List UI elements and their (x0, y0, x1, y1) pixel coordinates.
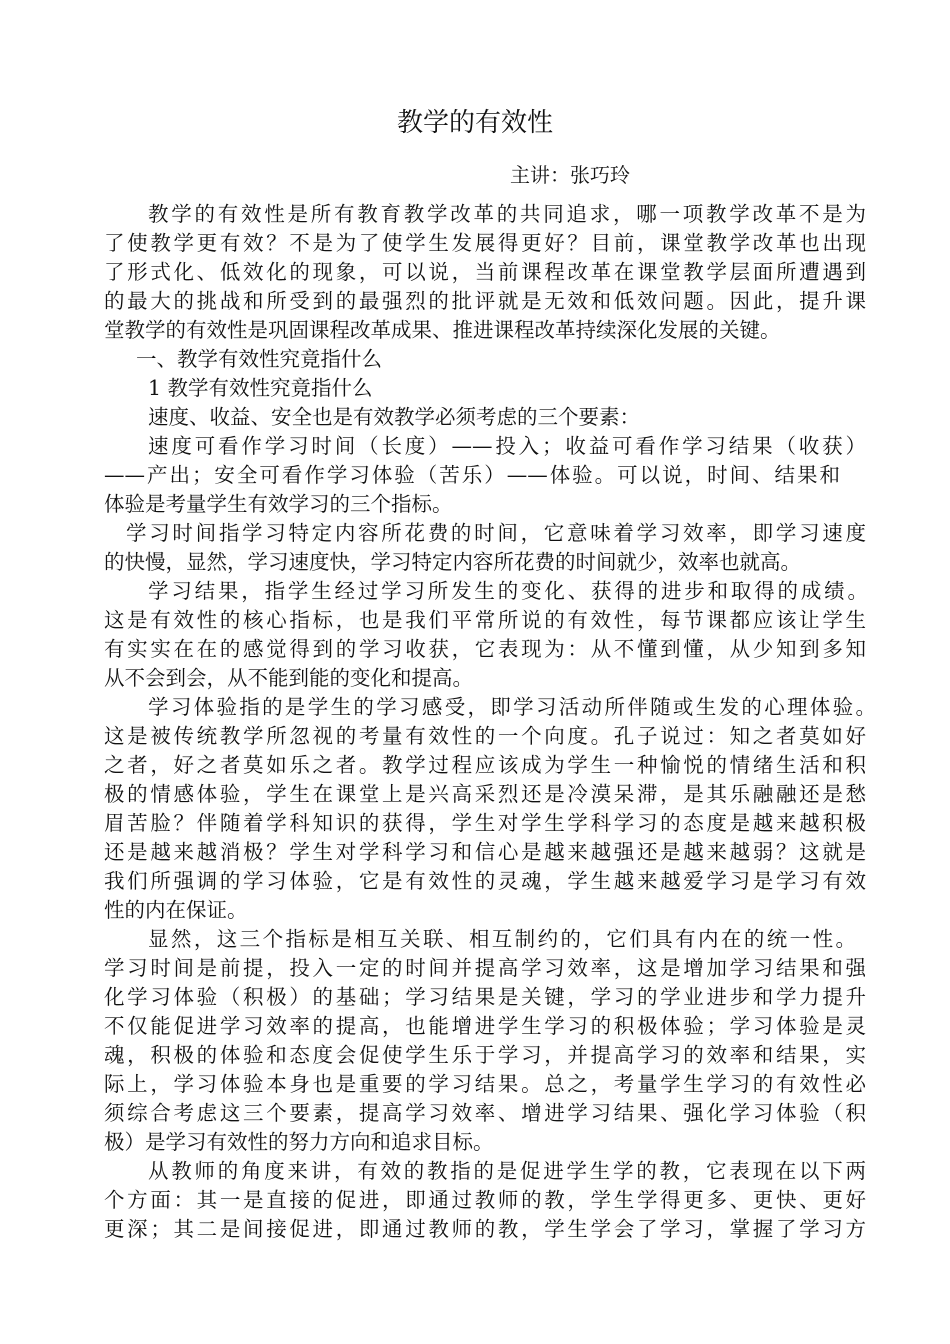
paragraph-line: 堂教学的有效性是巩固课程改革成果、推进课程改革持续深化发展的关键。 (104, 318, 781, 342)
paragraph-line: 学习时间是前提，投入一定的时间并提高学习效率，这是增加学习结果和强 (104, 956, 866, 980)
paragraph-line: 际上，学习体验本身也是重要的学习结果。总之，考量学生学习的有效性必 (104, 1072, 866, 1096)
paragraph-line: 极）是学习有效性的努力方向和追求目标。 (104, 1130, 494, 1154)
paragraph-line: 教学的有效性是所有教育教学改革的共同追求，哪一项教学改革不是为 (148, 202, 866, 226)
paragraph-line: 这是被传统教学所忽视的考量有效性的一个向度。孔子说过：知之者莫如好 (104, 724, 866, 748)
paragraph-line: 体验是考量学生有效学习的三个指标。 (104, 492, 453, 516)
paragraph-line: 极的情感体验，学生在课堂上是兴高采烈还是冷漠呆滞，是其乐融融还是愁 (104, 782, 866, 806)
document-author: 主讲：张巧玲 (510, 163, 630, 187)
paragraph-line: 了形式化、低效化的现象，可以说，当前课程改革在课堂教学层面所遭遇到 (104, 260, 866, 284)
paragraph-line: 的快慢，显然，学习速度快，学习特定内容所花费的时间就少，效率也就高。 (104, 550, 801, 574)
paragraph-line: 更深；其二是间接促进，即通过教师的教，学生学会了学习，掌握了学习方 (104, 1217, 866, 1241)
paragraph-line: 眉苦脸？伴随着学科知识的获得，学生对学生学科学习的态度是越来越积极 (104, 811, 866, 835)
paragraph-line: 从不会到会，从不能到能的变化和提高。 (104, 666, 473, 690)
paragraph-line: 性的内在保证。 (104, 898, 248, 922)
paragraph-line: 这是有效性的核心指标，也是我们平常所说的有效性，每节课都应该让学生 (104, 608, 866, 632)
document-title: 教学的有效性 (396, 108, 553, 138)
paragraph-line: 须综合考虑这三个要素，提高学习效率、增进学习结果、强化学习体验（积 (104, 1101, 866, 1125)
document-body (104, 200, 876, 1244)
paragraph-line: 化学习体验（积极）的基础；学习结果是关键，学习的学业进步和学力提升 (104, 985, 866, 1009)
paragraph-line: 显然，这三个指标是相互关联、相互制约的，它们具有内在的统一性。 (148, 927, 856, 951)
paragraph-line: 还是越来越消极？学生对学科学习和信心是越来越强还是越来越弱？这就是 (104, 840, 866, 864)
paragraph-line: 个方面：其一是直接的促进，即通过教师的教，学生学得更多、更快、更好 (104, 1188, 866, 1212)
paragraph-line: ——产出；安全可看作学习体验（苦乐）——体验。可以说，时间、结果和 (104, 463, 840, 487)
section-heading: 一、教学有效性究竟指什么 (136, 347, 382, 371)
paragraph-line: 有实实在在的感觉得到的学习收获，它表现为：从不懂到懂，从少知到多知 (104, 637, 866, 661)
paragraph-line: 了使教学更有效？不是为了使学生发展得更好？目前，课堂教学改革也出现 (104, 231, 866, 255)
paragraph-line: 学习体验指的是学生的学习感受，即学习活动所伴随或生发的心理体验。 (148, 695, 876, 719)
paragraph-line: 速度可看作学习时间（长度）——投入；收益可看作学习结果（收获） (148, 434, 866, 458)
paragraph-line: 学习时间指学习特定内容所花费的时间，它意味着学习效率，即学习速度 (126, 521, 866, 545)
paragraph-line: 我们所强调的学习体验，它是有效性的灵魂，学生越来越爱学习是学习有效 (104, 869, 866, 893)
paragraph-line: 魂，积极的体验和态度会促使学生乐于学习，并提高学习的效率和结果，实 (104, 1043, 866, 1067)
paragraph-line: 不仅能促进学习效率的提高，也能增进学生学习的积极体验；学习体验是灵 (104, 1014, 866, 1038)
paragraph-line: 之者，好之者莫如乐之者。教学过程应该成为学生一种愉悦的情绪生活和积 (104, 753, 866, 777)
paragraph-line: 速度、收益、安全也是有效教学必须考虑的三个要素： (148, 405, 640, 429)
paragraph-line: 从教师的角度来讲，有效的教指的是促进学生学的教，它表现在以下两 (148, 1159, 866, 1183)
paragraph-line: 的最大的挑战和所受到的最强烈的批评就是无效和低效问题。因此，提升课 (104, 289, 866, 313)
paragraph-line: 学习结果，指学生经过学习所发生的变化、获得的进步和取得的成绩。 (148, 579, 868, 603)
subsection-heading: 1 教学有效性究竟指什么 (148, 376, 373, 400)
